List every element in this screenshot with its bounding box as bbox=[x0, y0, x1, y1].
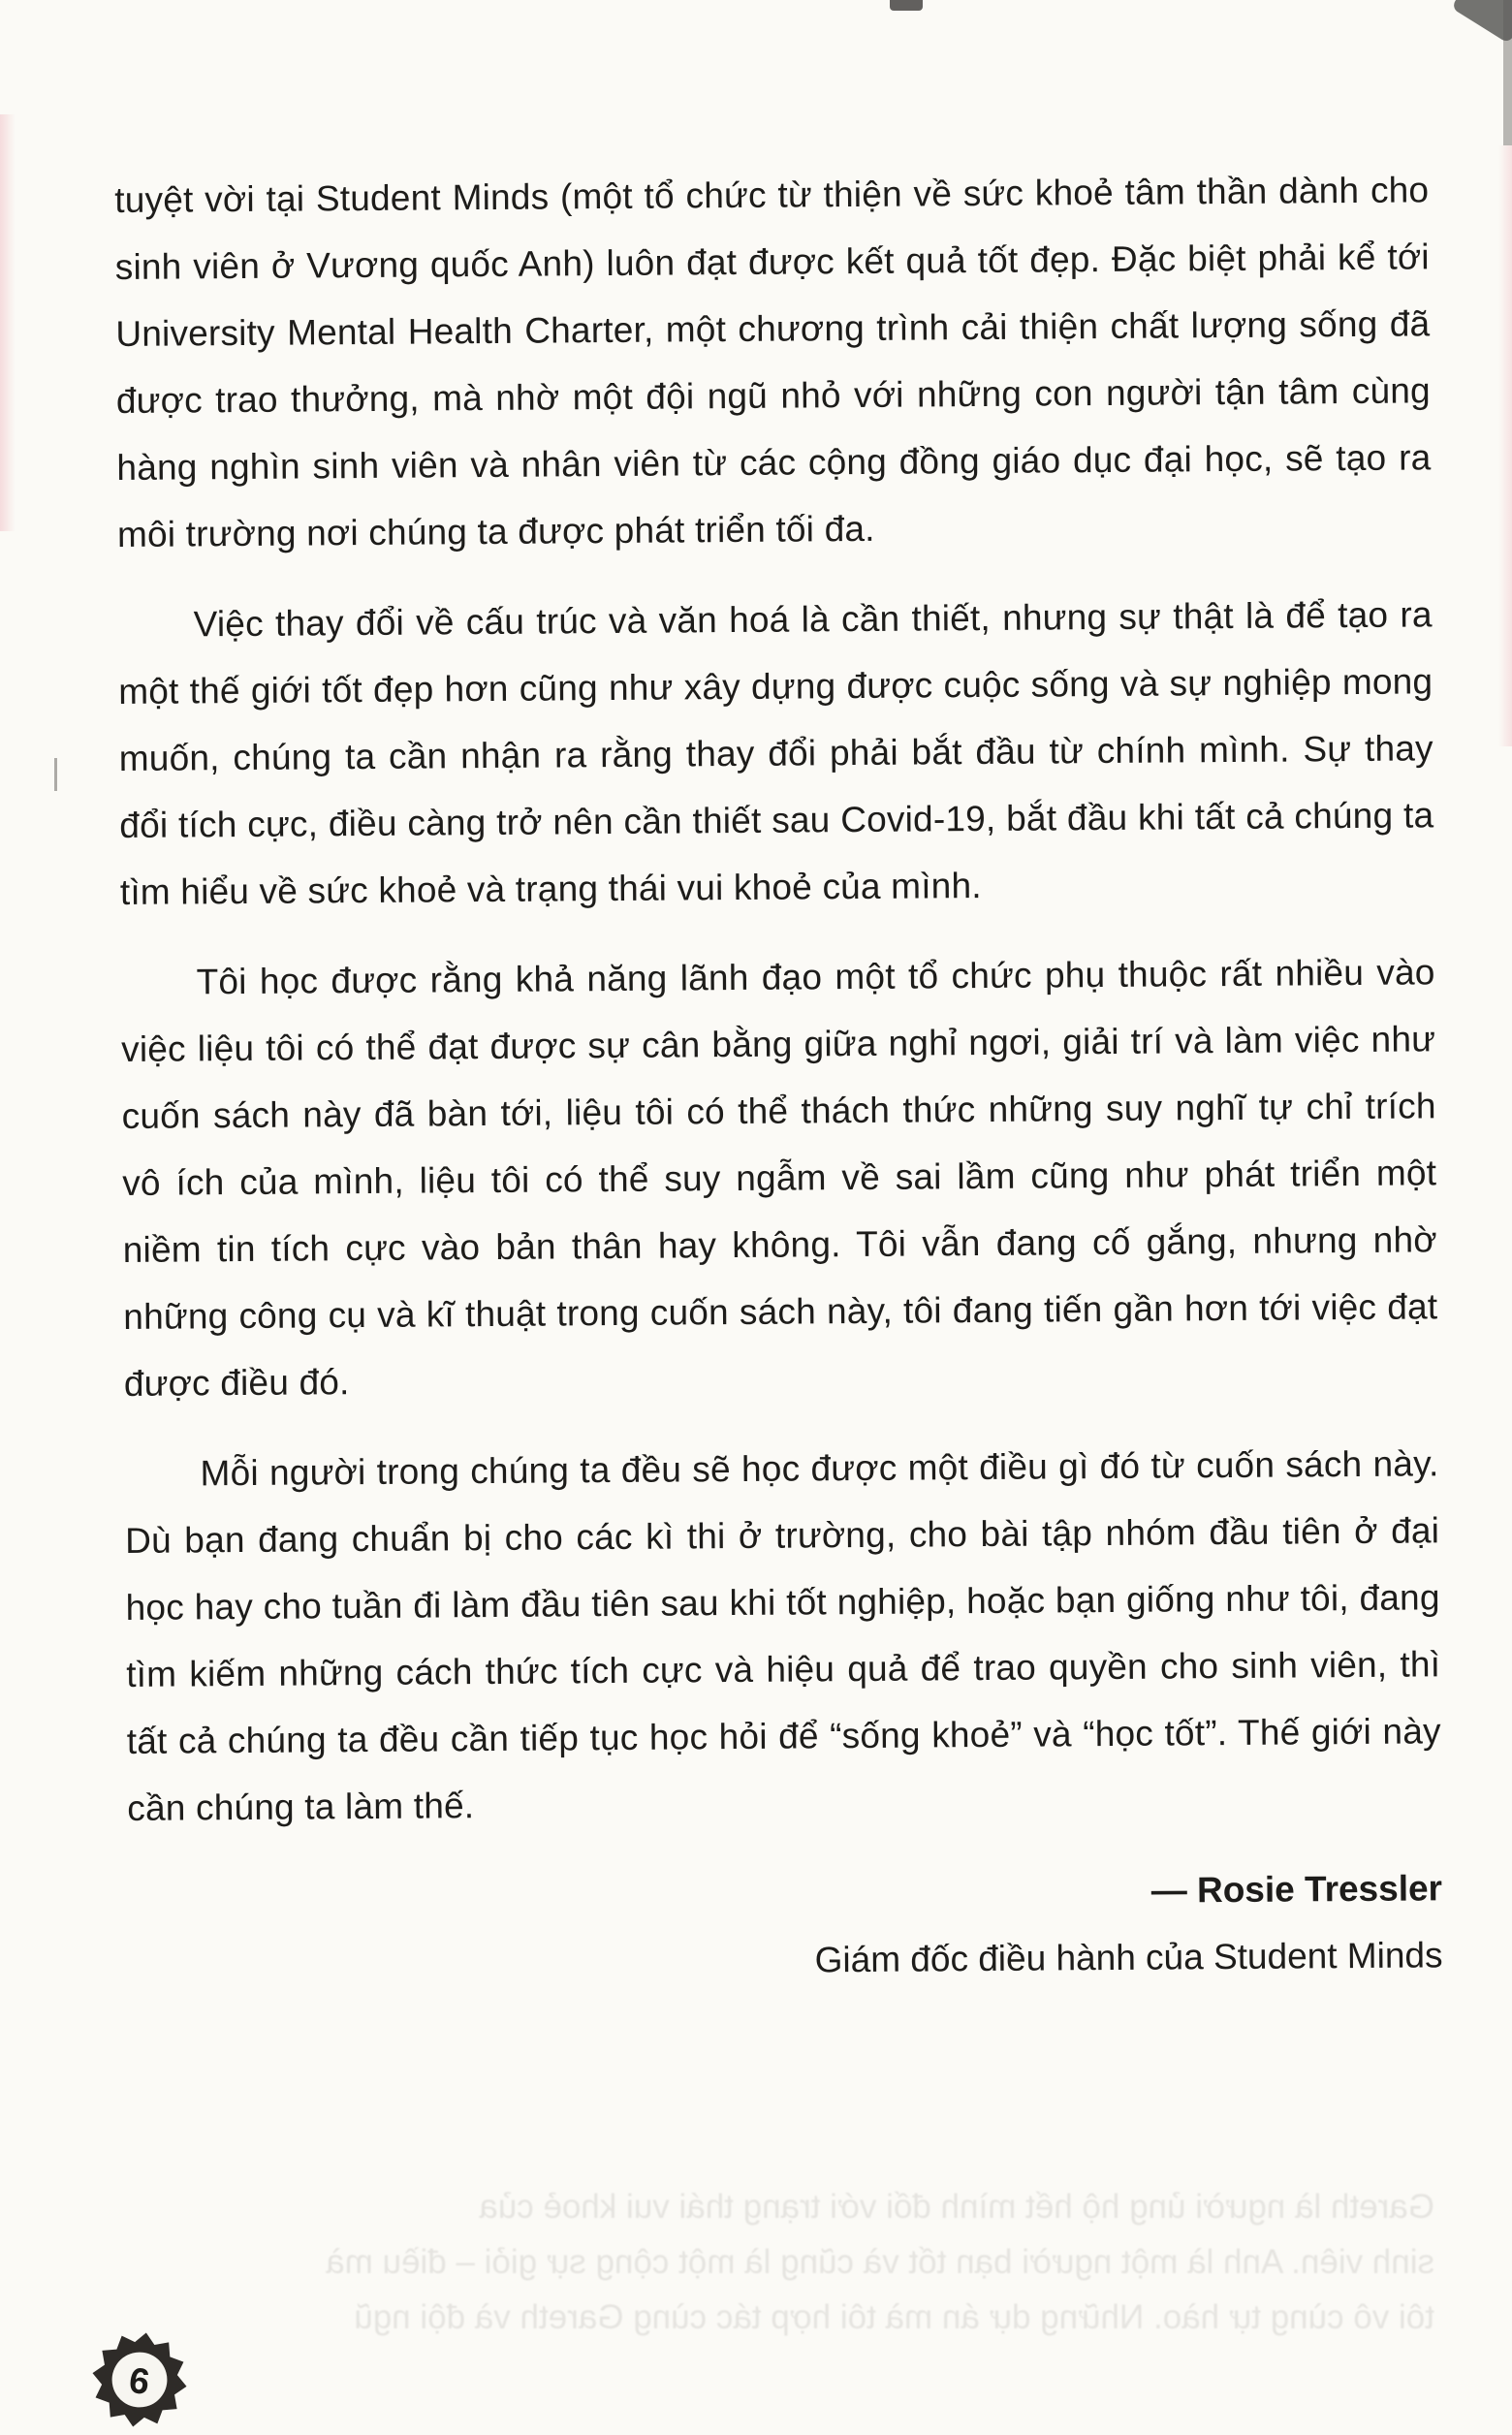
scan-pink-edge-right bbox=[1498, 145, 1512, 746]
scan-mark-left-margin bbox=[54, 758, 57, 791]
page-text bbox=[114, 156, 1443, 1999]
bleedthrough-line: Gareth là người ủng hộ hết mình đối với trạng thái vui khoẻ của bbox=[479, 2188, 1434, 2226]
scan-smudge-top-right bbox=[1451, 0, 1512, 44]
bleedthrough-line: sinh viên. Anh là một người bạn tốt và cũng là một cộng sự giỏi – điều mà bbox=[326, 2243, 1434, 2281]
bleedthrough-text bbox=[109, 2179, 1434, 2345]
paragraph-2: Việc thay đổi về cấu trúc và văn hoá là cần thiết, nhưng sự thật là để tạo ra một thế giới tốt đẹp hơn cũng như xây dựng được cuộc sống và sự nghiệp mong muốn, chúng ta cần nhận ra rằng thay đổi phải bắt đầu từ chính mình. Sự thay đổi tích cực, điều càng trở nên cần thiết sau Covid-19, bắt đầu khi tất cả chúng ta tìm hiểu về sức khoẻ và trạng thái vui khoẻ của mình. bbox=[118, 594, 1434, 912]
page-number: 6 bbox=[126, 2358, 153, 2403]
gear-stamp-icon bbox=[86, 2326, 194, 2434]
signature-name: — Rosie Tressler bbox=[1150, 1868, 1443, 1911]
page-number-badge bbox=[92, 2332, 187, 2427]
paragraph-3: Tôi học được rằng khả năng lãnh đạo một tổ chức phụ thuộc rất nhiều vào việc liệu tôi có thể đạt được sự cân bằng giữa nghỉ ngơi, giải trí và làm việc như cuốn sách này đã bàn tới, liệu tôi có thể thách thức những suy nghĩ tự chỉ trích vô ích của mình, liệu tôi có thể suy ngẫm về sai lầm cũng như phát triển một niềm tin tích cực vào bản thân hay không. Tôi vẫn đang cố gắng, nhưng nhờ những công cụ và kĩ thuật trong cuốn sách này, tôi đang tiến gần hơn tới việc đạt được điều đó. bbox=[120, 952, 1438, 1404]
paragraph-4: Mỗi người trong chúng ta đều sẽ học được một điều gì đó từ cuốn sách này. Dù bạn đang chuẩn bị cho các kì thi ở trường, cho bài tập nhóm đầu tiên ở đại học hay cho tuần đi làm đầu tiên sau khi tốt nghiệp, hoặc bạn giống như tôi, đang tìm kiếm những cách thức tích cực và hiệu quả để trao quyền cho sinh viên, thì tất cả chúng ta đều cần tiếp tục học hỏi để “sống khoẻ” và “học tốt”. Thế giới này cần chúng ta làm thế. bbox=[124, 1443, 1441, 1828]
scan-mark-top bbox=[890, 0, 923, 11]
signature-title: Giám đốc điều hành của Student Minds bbox=[814, 1935, 1443, 1980]
scan-pink-edge-left bbox=[0, 114, 16, 531]
signature-block bbox=[128, 1854, 1443, 1999]
paragraph-1: tuyệt vời tại Student Minds (một tổ chức từ thiện về sức khoẻ tâm thần dành cho sinh viên ở Vương quốc Anh) luôn đạt được kết quả tốt đẹp. Đặc biệt phải kể tới University Mental Health Charter, một chương trình cải thiện chất lượng sống đã được trao thưởng, mà nhờ một đội ngũ nhỏ với những con người tận tâm cùng hàng nghìn sinh viên và nhân viên từ các cộng đồng giáo dục đại học, sẽ tạo ra môi trường nơi chúng ta được phát triển tối đa. bbox=[114, 170, 1432, 554]
bleedthrough-line: tôi vô cùng tự hào. Những dự án mà tôi hợp tác cùng Gareth và đội ngũ bbox=[354, 2298, 1434, 2336]
